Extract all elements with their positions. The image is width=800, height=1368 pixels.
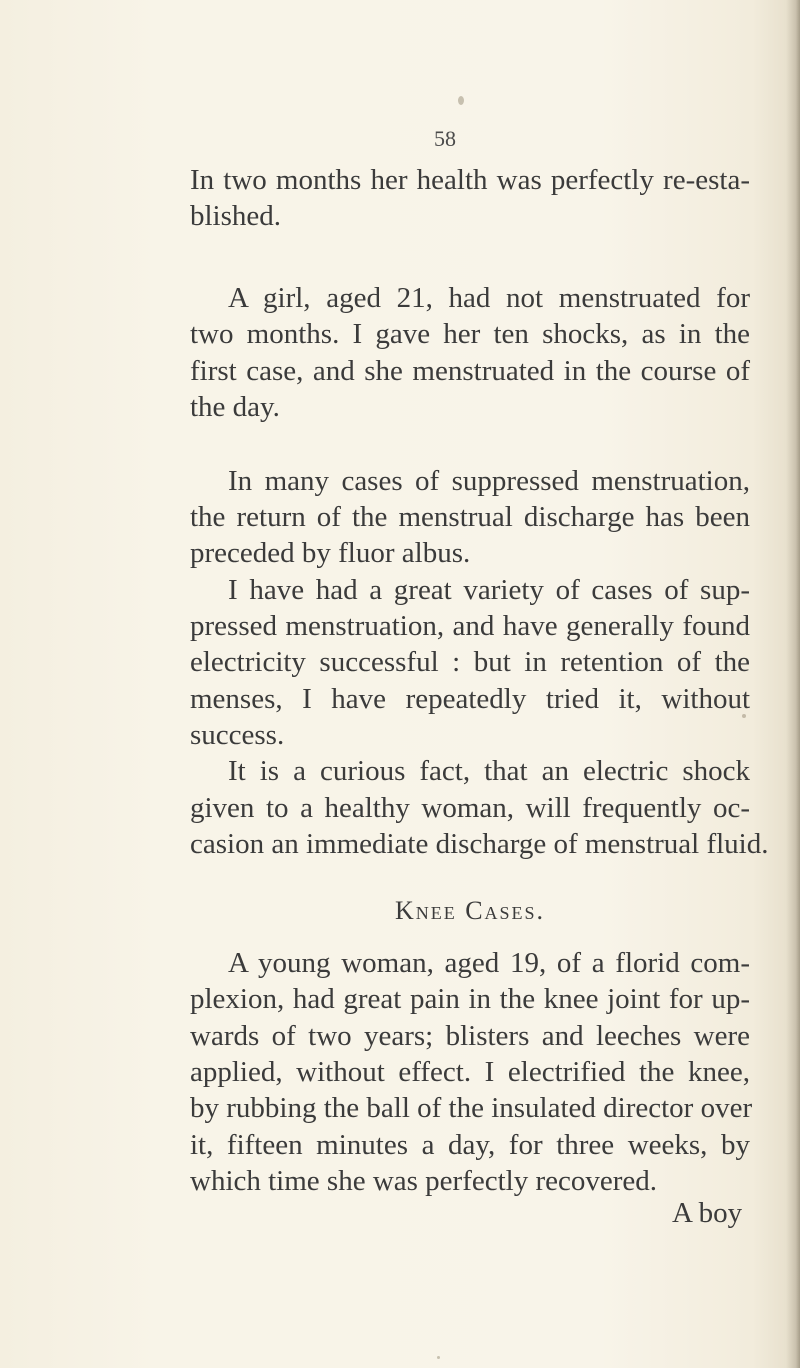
text-line: casion an immediate discharge of menstrual fluid. [190,828,769,860]
text-line: by rubbing the ball of the insulated director over [190,1092,753,1124]
text-line: wards of two years; blisters and leeches were [190,1020,750,1052]
text-line: I have had a great variety of cases of sup- [228,574,750,606]
text-line: pressed menstruation, and have generally found [190,610,750,642]
text-line: electricity successful : but in retention of the [190,646,750,678]
ink-speck [458,96,464,105]
text-line: the day. [190,391,280,423]
text-line: preceded by fluor albus. [190,537,471,569]
catchword: A boy [672,1197,743,1229]
section-heading: Knee Cases. [394,896,546,925]
text-line: the return of the menstrual discharge has been [190,501,750,533]
text-line: given to a healthy woman, will frequently oc- [190,792,750,824]
ink-speck [437,1356,440,1359]
page-edge-shadow [786,0,800,1368]
text-line: plexion, had great pain in the knee joint for up- [190,983,750,1015]
text-line: A girl, aged 21, had not menstruated for [228,282,750,314]
text-line: first case, and she menstruated in the course of [190,355,750,387]
page-number: 58 [434,126,456,151]
text-line: It is a curious fact, that an electric shock [228,755,750,787]
text-line: In two months her health was perfectly re-esta- [190,164,750,196]
text-line: success. [190,719,285,751]
text-line: menses, I have repeatedly tried it, without [190,683,750,715]
text-line: In many cases of suppressed menstruation, [228,465,750,497]
text-line: which time she was perfectly recovered. [190,1165,658,1197]
text-line: it, fifteen minutes a day, for three weeks, by [190,1129,750,1161]
text-line: blished. [190,200,282,232]
text-line: two months. I gave her ten shocks, as in the [190,318,750,350]
text-line: A young woman, aged 19, of a florid com- [228,947,750,979]
text-line: applied, without effect. I electrified the knee, [190,1056,750,1088]
